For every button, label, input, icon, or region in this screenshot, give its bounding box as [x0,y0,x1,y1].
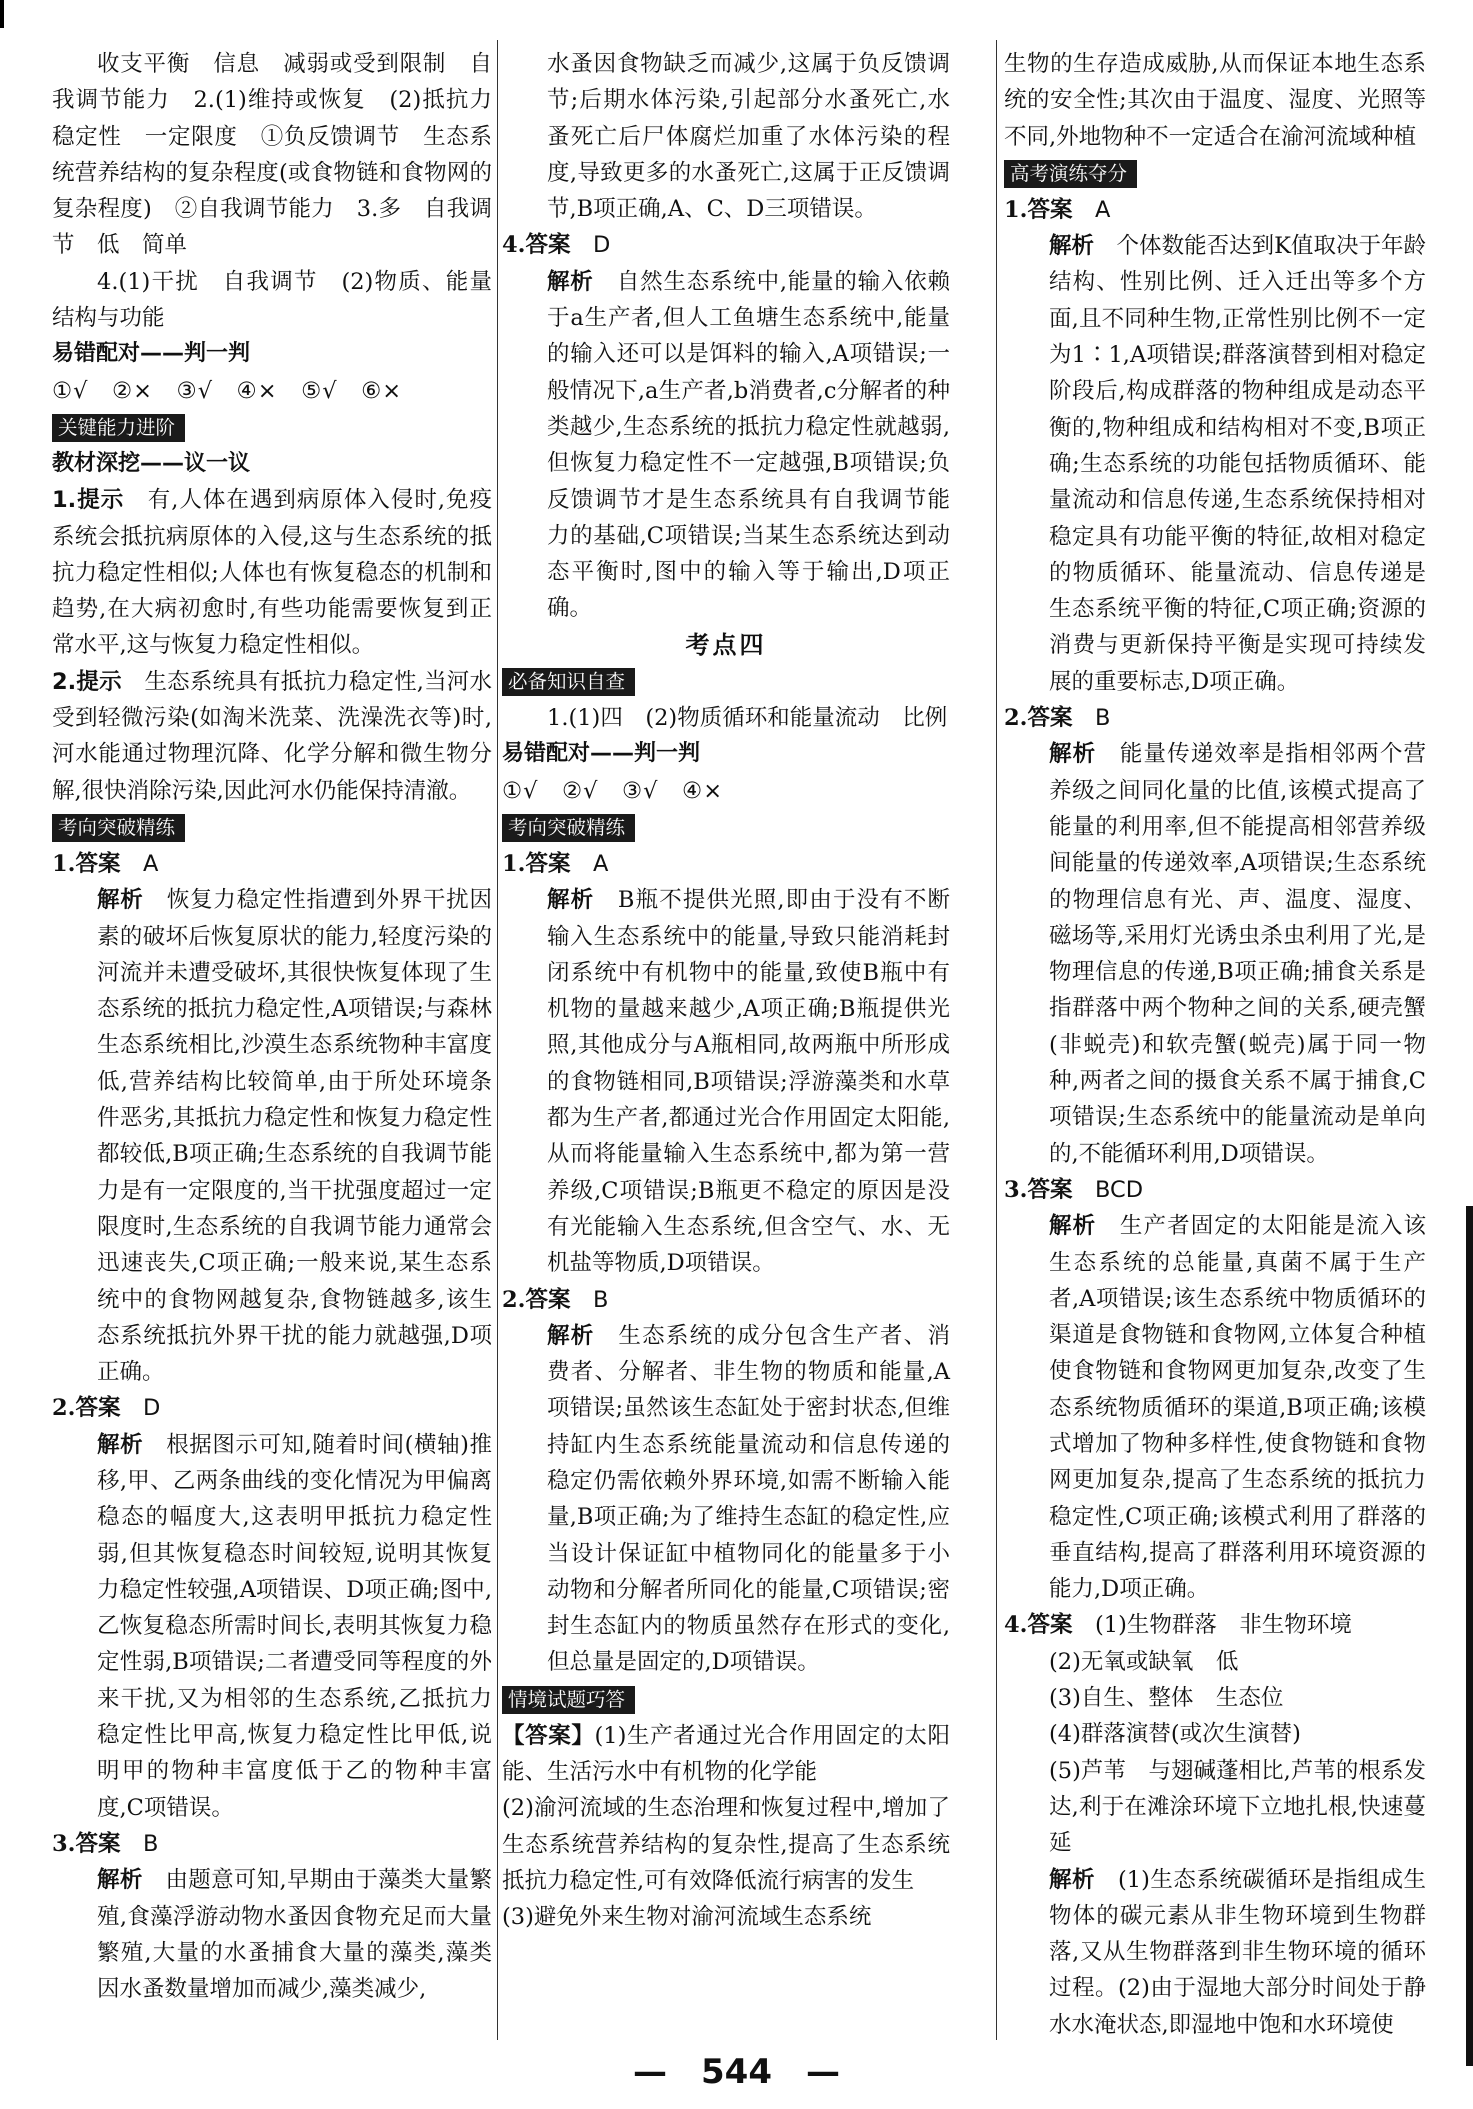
sub-heading: 易错配对——判一判 [502,741,701,767]
answer-label: 1.答案 [502,850,571,877]
analysis-label: 解析 [1049,233,1095,260]
answer-label: 1.答案 [1004,196,1073,223]
analysis-label: 解析 [1049,1866,1096,1893]
scenario-answer: (2)渝河流域的生态治理和恢复过程中,增加了生态系统营养结构的复杂性,提高了生态系统抵抗力稳定性,可有效降低流行病害的发生 [502,1795,950,1894]
page-number: — 544 — [633,2052,840,2092]
answer-value: A [143,850,159,877]
analysis-label: 解析 [547,1322,595,1349]
analysis-label: 解析 [1049,1213,1097,1240]
column-3 [1004,46,1426,2043]
column-1 [52,46,492,2007]
answer-value: D [143,1395,161,1422]
answer-value: A [593,850,609,877]
analysis-label: 解析 [547,268,594,295]
answer-value: A [1095,196,1111,223]
section-label: 考向突破精练 [52,814,185,842]
answer-line: (5)芦苇 与翅碱蓬相比,芦苇的根系发达,利于在滩涂环境下立地扎根,快速蔓延 [1049,1757,1426,1857]
section-label: 高考演练夺分 [1004,160,1137,188]
hint-text: 有,人体在遇到病原体入侵时,免疫系统会抵抗病原体的入侵,这与生态系统的抵抗力稳定性相似;人体也有恢复稳态的机制和趋势,在大病初愈时,有些功能需要恢复到正常水平,这与恢复力稳定性相似。 [52,487,492,659]
answer-label: 4.答案 [502,232,571,259]
column-2 [502,46,950,1936]
answer-bracket-label: 【答案】 [502,1722,595,1749]
analysis-text: 生态系统的成分包含生产者、消费者、分解者、非生物的物质和能量,A项错误;虽然该生态缸处于密封状态,但维持缸内生态系统能量流动和信息传递的稳定仍需依赖外界环境,如需不断输入能量,B项正确;为了维持生态缸的稳定性,应当设计保证缸中植物同化的能量多于小动物和分解者所同化的能量,C项错误;密封生态缸内的物质虽然存在形式的变化,但总量是固定的,D项错误。 [547,1322,950,1676]
sub-heading: 教材深挖——议一议 [52,450,251,476]
answer-label: 3.答案 [1004,1176,1073,1203]
answer-value: B [143,1830,159,1857]
analysis-label: 解析 [1049,741,1097,768]
hint-text: 生态系统具有抵抗力稳定性,当河水受到轻微污染(如淘米洗菜、洗澡洗衣等)时,河水能通过物理沉降、化学分解和微生物分解,很快消除污染,因此河水仍能保持清澈。 [52,668,492,804]
analysis-label: 解析 [97,1431,144,1458]
answer-label: 2.答案 [52,1395,121,1422]
scenario-answer: (3)避免外来生物对渝河流域生态系统 [502,1904,872,1931]
knowledge-answer: 1.(1)四 (2)物质循环和能量流动 比例 [547,705,948,732]
answer-line: (3)自生、整体 生态位 [1049,1685,1284,1712]
answer-label: 2.答案 [1004,705,1073,732]
analysis-text: 能量传递效率是指相邻两个营养级之间同化量的比值,该模式提高了能量的利用率,但不能提高相邻营养级间能量的传递效率,A项错误;生态系统的物理信息有光、声、温度、湿度、磁场等,采用灯光诱虫杀虫利用了光,是物理信息的传递,B项正确;捕食关系是指群落中两个物种之间的关系,硬壳蟹(非蜕壳)和软壳蟹(蜕壳)属于同一物种,两者之间的摄食关系不属于捕食,C项错误;生态系统中的能量流动是单向的,不能循环利用,D项错误。 [1049,741,1426,1167]
answer-label: 3.答案 [52,1830,121,1857]
hint-label: 2.提示 [52,668,122,695]
answer-line: (2)无氧或缺氧 低 [1049,1648,1239,1675]
answer-value: BCD [1095,1176,1144,1203]
sub-heading: 易错配对——判一判 [52,341,251,367]
scenario-answer: (1)生产者通过光合作用固定的太阳能、生活污水中有机物的化学能 [502,1722,950,1786]
analysis-text: 根据图示可知,随着时间(横轴)推移,甲、乙两条曲线的变化情况为甲偏离稳态的幅度大,这表明甲抵抗力稳定性弱,但其恢复稳态时间较短,说明其恢复力稳定性较强,A项错误、D项正确;图中,乙恢复稳态所需时间长,表明其恢复力稳定性弱,B项错误;二者遭受同等程度的外来干扰,又为相邻的生态系统,乙抵抗力稳定性比甲高,恢复力稳定性比甲低,说明甲的物种丰富度低于乙的物种丰富度,C项错误。 [97,1431,492,1821]
analysis-text: 个体数能否达到K值取决于年龄结构、性别比例、迁入迁出等多个方面,且不同种生物,正常性别比例不一定为1∶1,A项错误;群落演替到相对稳定阶段后,构成群落的物种组成是动态平衡的,物种组成和结构相对不变,B项正确;生态系统的功能包括物质循环、能量流动和信息传递,生态系统保持相对稳定具有功能平衡的特征,故相对稳定的物质循环、能量流动、信息传递是生态系统平衡的特征,C项正确;资源的消费与更新保持平衡是实现可持续发展的重要标志,D项正确。 [1049,233,1426,695]
section-label: 关键能力进阶 [52,414,185,442]
analysis-text: 自然生态系统中,能量的输入依赖于a生产者,但人工鱼塘生态系统中,能量的输入还可以是饵料的输入,A项错误;一般情况下,a生产者,b消费者,c分解者的种类越少,生态系统的抵抗力稳定性就越弱,但恢复力稳定性不一定越强,B项错误;负反馈调节才是生态系统具有自我调节能力的基础,C项错误;当某生态系统达到动态平衡时,图中的输入等于输出,D项正确。 [547,268,950,622]
intro-line: 收支平衡 信息 减弱或受到限制 自我调节能力 2.(1)维持或恢复 (2)抵抗力稳定性 一定限度 ①负反馈调节 生态系统营养结构的复杂程度(或食物链和食物网的复杂程度) ②自我调节能力 3.多 自我调节 低 简单 [52,51,492,259]
column-divider-1 [497,40,498,2040]
continued-text: 水蚤因食物缺乏而减少,这属于负反馈调节;后期水体污染,引起部分水蚤死亡,水蚤死亡后尸体腐烂加重了水体污染的程度,导致更多的水蚤死亡,这属于正反馈调节,B项正确,A、C、D三项错误。 [547,51,950,223]
answer-value: B [1095,705,1111,732]
analysis-text: 由题意可知,早期由于藻类大量繁殖,食藻浮游动物水蚤因食物充足而大量繁殖,大量的水蚤捕食大量的藻类,藻类因水蚤数量增加而减少,藻类减少, [97,1867,492,2003]
judge-marks: ①√ ②× ③√ ④× ⑤√ ⑥× [52,377,403,404]
analysis-label: 解析 [97,887,144,914]
hint-label: 1.提示 [52,487,125,514]
analysis-label: 解析 [547,887,595,914]
scan-edge-mark [1466,1206,1473,2066]
analysis-text: B瓶不提供光照,即由于没有不断输入生态系统中的能量,导致只能消耗封闭系统中有机物中的能量,致使B瓶中有机物的量越来越少,A项正确;B瓶提供光照,其他成分与A瓶相同,故两瓶中所形成的食物链相同,B项错误;浮游藻类和水草都为生产者,都通过光合作用固定太阳能,从而将能量输入生态系统中,都为第一营养级,C项错误;B瓶更不稳定的原因是没有光能输入生态系统,但含空气、水、无机盐等物质,D项错误。 [547,887,950,1277]
section-label: 情境试题巧答 [502,1686,635,1714]
answer-value: D [593,232,611,259]
corner-mark [0,0,4,28]
analysis-label: 解析 [97,1867,143,1894]
section-label: 考向突破精练 [502,814,635,842]
analysis-text: (1)生态系统碳循环是指组成生物体的碳元素从非生物环境到生物群落,又从生物群落到非生物环境的循环过程。(2)由于湿地大部分时间处于静水水淹状态,即湿地中饱和水环境使 [1049,1866,1426,2038]
continued-text: 生物的生存造成威胁,从而保证本地生态系统的安全性;其次由于温度、湿度、光照等不同,外地物种不一定适合在渝河流域种植 [1004,51,1426,150]
answer-value: (1)生物群落 非生物环境 [1095,1612,1352,1639]
answer-label: 4.答案 [1004,1612,1073,1639]
kaodian-title: 考点四 [685,629,767,659]
answer-line: (4)群落演替(或次生演替) [1049,1721,1301,1748]
analysis-text: 恢复力稳定性指遭到外界干扰因素的破坏后恢复原状的能力,轻度污染的河流并未遭受破坏,其很快恢复体现了生态系统的抵抗力稳定性,A项错误;与森林生态系统相比,沙漠生态系统物种丰富度低,营养结构比较简单,由于所处环境条件恶劣,其抵抗力稳定性和恢复力稳定性都较低,B项正确;生态系统的自我调节能力是有一定限度的,当干扰强度超过一定限度时,生态系统的自我调节能力通常会迅速丧失,C项正确;一般来说,某生态系统中的食物网越复杂,食物链越多,该生态系统抵抗外界干扰的能力就越强,D项正确。 [97,887,492,1386]
intro-line: 4.(1)干扰 自我调节 (2)物质、能量结构与功能 [52,268,492,332]
analysis-text: 生产者固定的太阳能是流入该生态系统的总能量,真菌不属于生产者,A项错误;该生态系统中物质循环的渠道是食物链和食物网,立体复合种植使食物链和食物网更加复杂,改变了生态系统物质循环的渠道,B项正确;该模式增加了物种多样性,使食物链和食物网更加复杂,提高了生态系统的抵抗力稳定性,C项正确;该模式利用了群落的垂直结构,提高了群落利用环境资源的能力,D项正确。 [1049,1213,1426,1603]
judge-marks: ①√ ②√ ③√ ④× [502,777,724,804]
column-divider-2 [996,40,997,2040]
answer-label: 1.答案 [52,850,121,877]
answer-label: 2.答案 [502,1286,571,1313]
answer-value: B [593,1286,609,1313]
section-label: 必备知识自查 [502,668,635,696]
page-number-value: 544 [701,2052,772,2092]
